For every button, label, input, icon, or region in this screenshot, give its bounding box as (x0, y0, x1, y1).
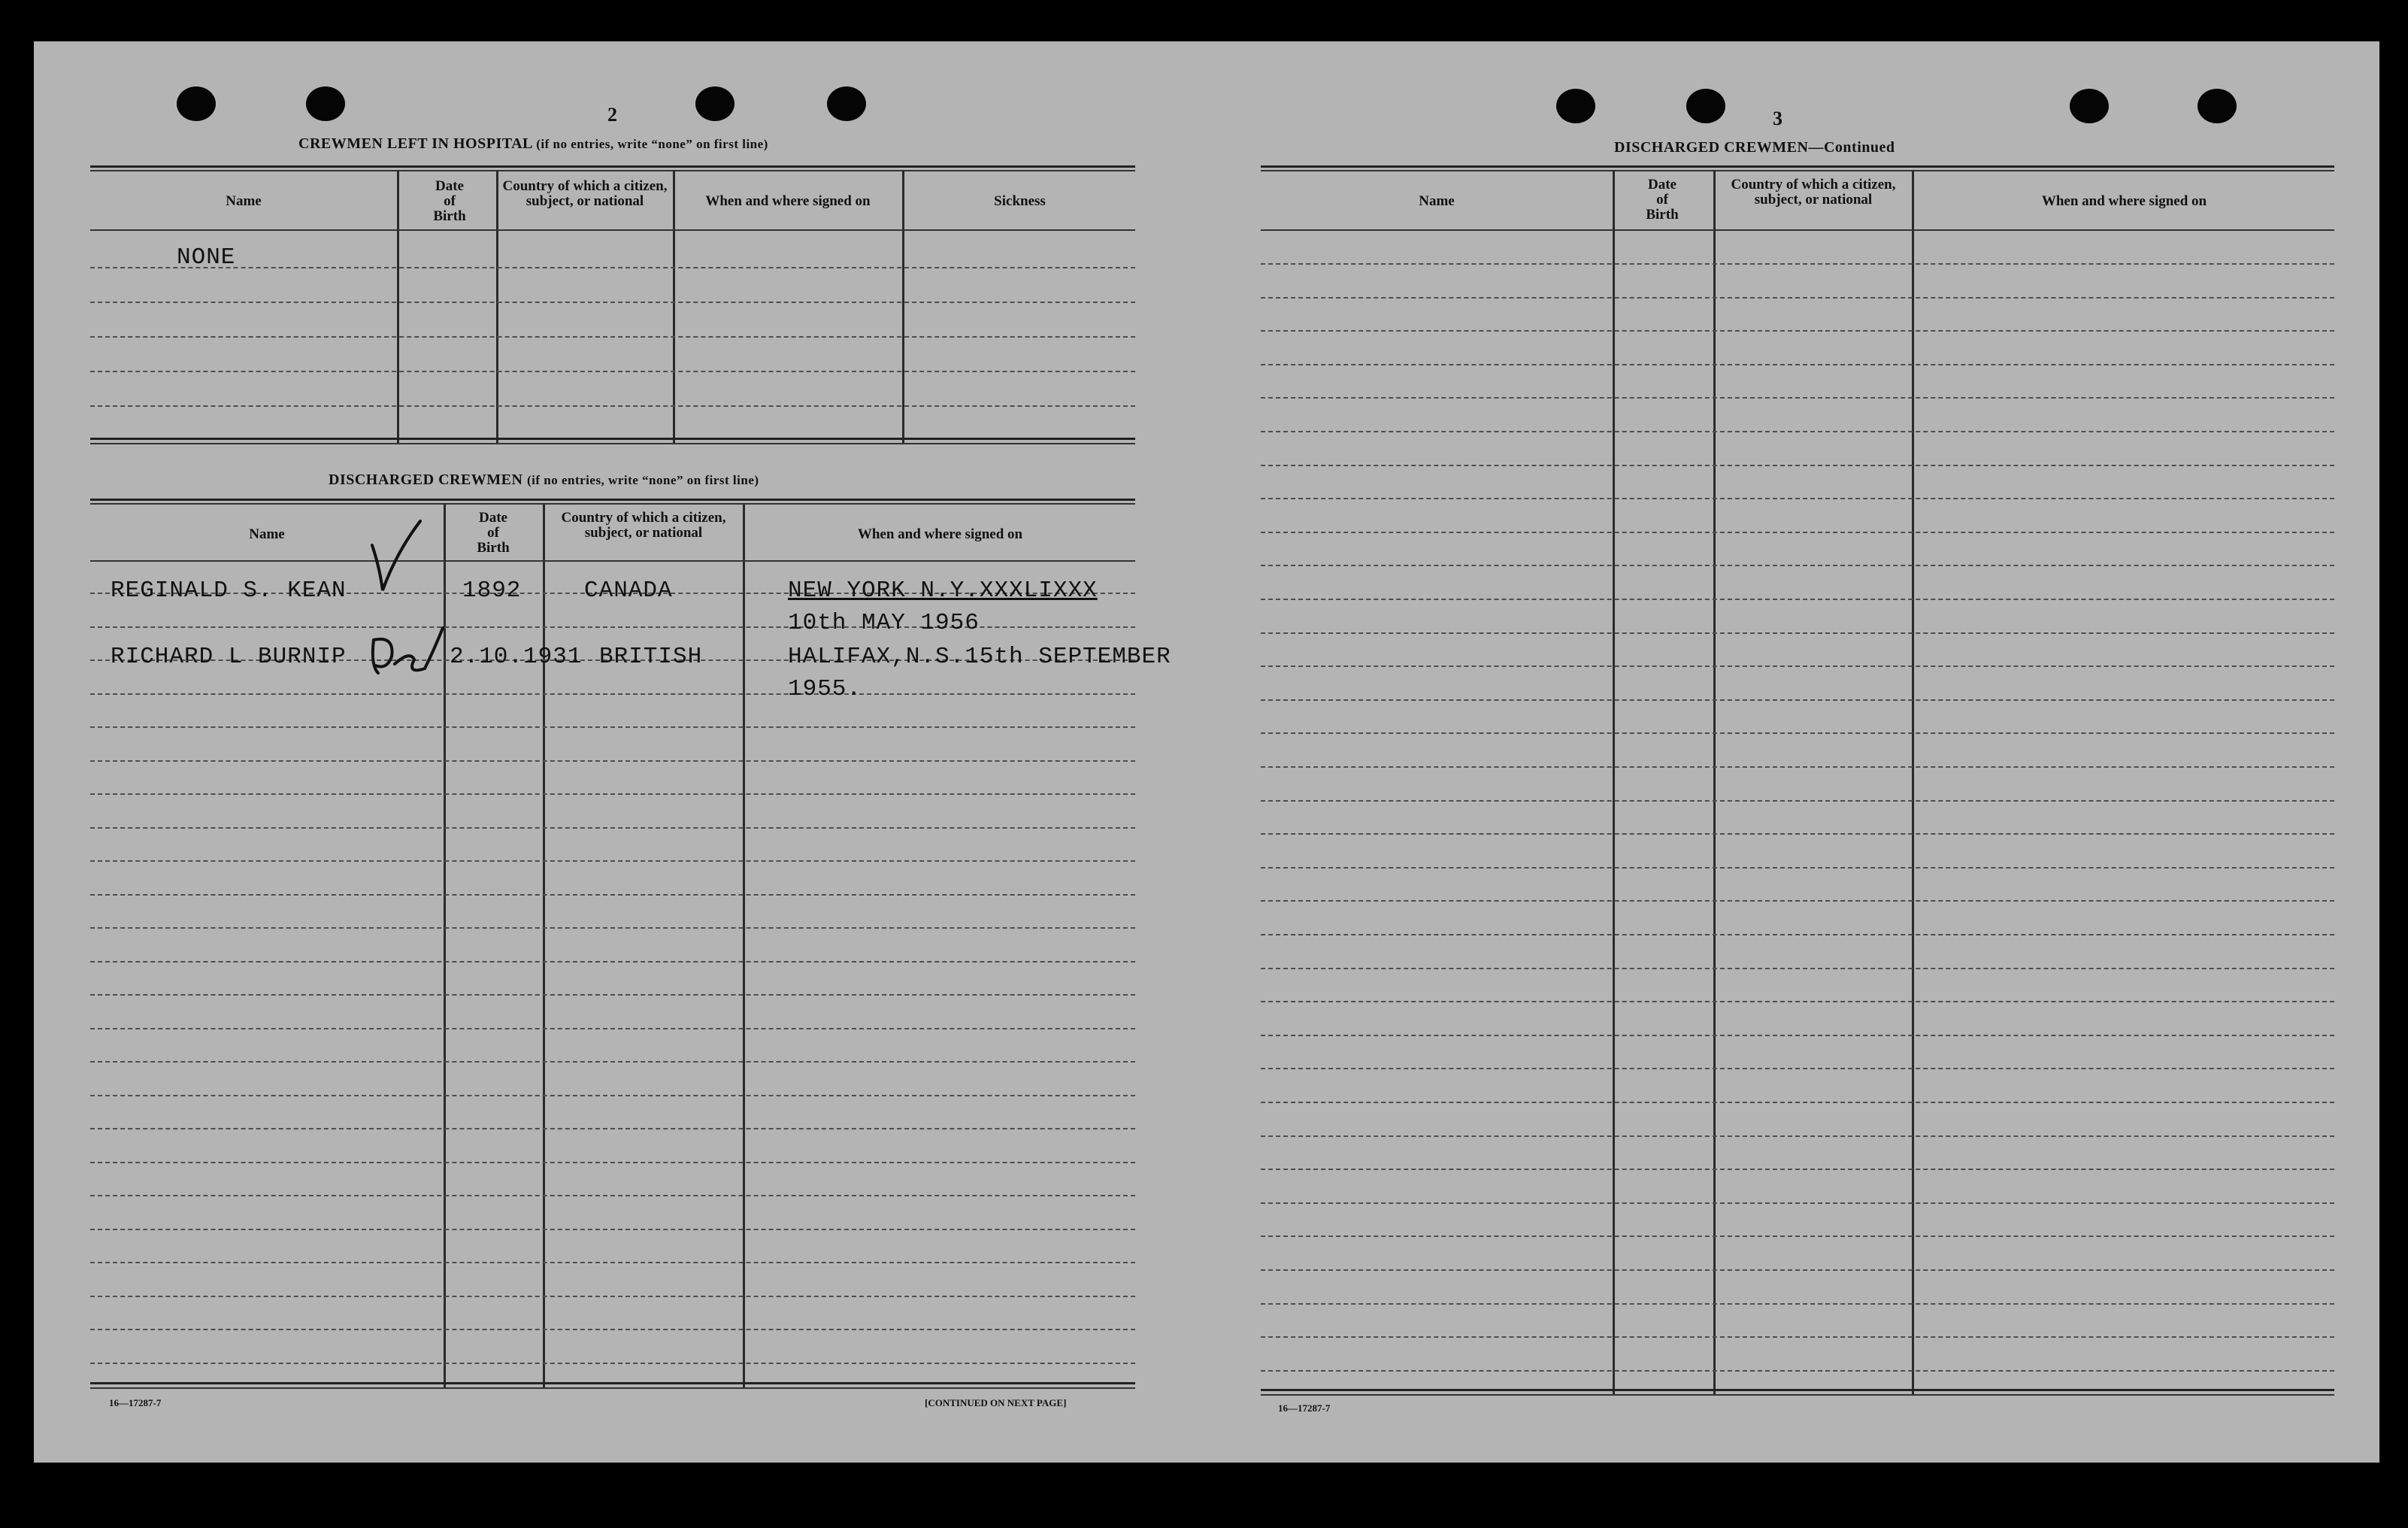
hospital-entry: NONE (177, 244, 236, 271)
ruled-line (90, 405, 1135, 407)
crew-dob: 2.10.1931 (450, 644, 583, 670)
header-country: Country of which a citizen, subject, or national (1731, 177, 1896, 208)
ruled-line (1261, 465, 2334, 466)
ruled-line (1261, 397, 2334, 399)
continued-note: [CONTINUED ON NEXT PAGE] (925, 1397, 1067, 1408)
ruled-line (90, 827, 1135, 829)
ruled-line (1261, 1135, 2334, 1137)
crew-dob: 1892 (462, 578, 522, 604)
ruled-line (1261, 599, 2334, 600)
punch-hole (306, 86, 345, 121)
ruled-line (90, 961, 1135, 963)
discharged-continued-table (1261, 165, 2334, 1395)
right-section-title: DISCHARGED CREWMEN—Continued (1614, 139, 1895, 156)
ruled-line (1261, 1269, 2334, 1271)
ruled-line (90, 1162, 1135, 1163)
form-number-left: 16—17287-7 (109, 1397, 162, 1408)
ruled-line (90, 1262, 1135, 1263)
ruled-line (1261, 330, 2334, 332)
crew-signed-on-date: 1955. (788, 676, 862, 702)
ruled-line (1261, 1202, 2334, 1204)
ruled-line (1261, 431, 2334, 432)
header-name: Name (249, 526, 285, 542)
ruled-line (1261, 1169, 2334, 1170)
ruled-line (1261, 665, 2334, 667)
ruled-line (90, 1061, 1135, 1063)
ruled-line (1261, 766, 2334, 768)
ruled-line (90, 994, 1135, 996)
ruled-line (90, 927, 1135, 929)
ruled-line (90, 760, 1135, 762)
ruled-line (1261, 900, 2334, 902)
ruled-line (1261, 1235, 2334, 1237)
discharged-note: (if no entries, write “none” on first line) (526, 473, 759, 487)
ruled-line (90, 693, 1135, 695)
ruled-line (90, 336, 1135, 338)
hospital-section-title (298, 135, 768, 153)
punch-hole (1556, 89, 1595, 123)
check-mark-icon (366, 515, 426, 598)
ruled-line (90, 267, 1135, 268)
ruled-line (90, 1195, 1135, 1196)
header-sickness: Sickness (994, 193, 1046, 209)
header-country: Country of which a citizen, subject, or national (502, 178, 668, 209)
crew-signed-on: NEW YORK N.Y.XXXLIXXX (788, 578, 1098, 604)
punch-hole (1686, 89, 1725, 123)
header-signed-on: When and where signed on (2041, 193, 2207, 209)
ruled-line (90, 371, 1135, 372)
ruled-line (1261, 1336, 2334, 1338)
header-signed-on: When and where signed on (857, 526, 1023, 542)
initials-mark-icon (365, 620, 447, 681)
punch-hole (695, 86, 735, 121)
header-signed-on: When and where signed on (705, 193, 871, 209)
page-number-right: 3 (1773, 108, 1783, 129)
ruled-line (90, 1028, 1135, 1029)
crew-country: CANADA (584, 578, 673, 604)
form-number-right: 16—17287-7 (1278, 1402, 1331, 1414)
ruled-line (90, 1363, 1135, 1364)
ruled-line (90, 302, 1135, 303)
ruled-line (1261, 1035, 2334, 1036)
ruled-line (1261, 1370, 2334, 1372)
crew-name: RICHARD L BURNIP (111, 644, 347, 670)
header-date-of-birth: Date of Birth (477, 510, 510, 556)
ruled-line (90, 1229, 1135, 1230)
punch-hole (2197, 89, 2237, 123)
header-date-of-birth: Date of Birth (433, 178, 466, 224)
punch-hole (827, 86, 866, 121)
ruled-line (1261, 1303, 2334, 1305)
punch-hole (177, 86, 216, 121)
crew-signed-on-date: 10th MAY 1956 (788, 610, 980, 636)
header-date-of-birth: Date of Birth (1646, 177, 1679, 223)
ruled-line (90, 793, 1135, 795)
ruled-line (90, 1296, 1135, 1297)
manifest-sheet (34, 41, 2379, 1463)
ruled-line (1261, 532, 2334, 533)
ruled-line (90, 1329, 1135, 1330)
ruled-line (1261, 263, 2334, 265)
ruled-line (1261, 934, 2334, 935)
crew-name: REGINALD S. KEAN (111, 578, 347, 604)
ruled-line (1261, 867, 2334, 869)
hospital-table (90, 165, 1135, 444)
ruled-line (1261, 632, 2334, 634)
ruled-line (1261, 1001, 2334, 1002)
crew-signed-on: HALIFAX,N.S.15th SEPTEMBER (788, 644, 1171, 670)
ruled-line (90, 860, 1135, 862)
hospital-title: CREWMEN LEFT IN HOSPITAL (298, 135, 532, 152)
ruled-line (90, 1095, 1135, 1096)
ruled-line (1261, 800, 2334, 802)
ruled-line (1261, 1068, 2334, 1069)
crew-country: BRITISH (599, 644, 703, 670)
ruled-line (1261, 833, 2334, 835)
header-name: Name (226, 193, 262, 209)
ruled-line (1261, 699, 2334, 701)
discharged-title: DISCHARGED CREWMEN (329, 471, 523, 488)
punch-hole (2070, 89, 2109, 123)
ruled-line (90, 726, 1135, 728)
header-country: Country of which a citizen, subject, or national (561, 510, 726, 541)
ruled-line (90, 1128, 1135, 1129)
header-name: Name (1419, 193, 1455, 209)
ruled-line (1261, 364, 2334, 365)
ruled-line (1261, 1102, 2334, 1103)
ruled-line (1261, 297, 2334, 299)
ruled-line (90, 894, 1135, 896)
ruled-line (1261, 968, 2334, 969)
hospital-note: (if no entries, write “none” on first line) (536, 137, 768, 151)
ruled-line (1261, 732, 2334, 734)
page-number-left: 2 (607, 104, 617, 126)
discharged-section-title (329, 471, 759, 489)
ruled-line (1261, 565, 2334, 566)
ruled-line (1261, 498, 2334, 499)
